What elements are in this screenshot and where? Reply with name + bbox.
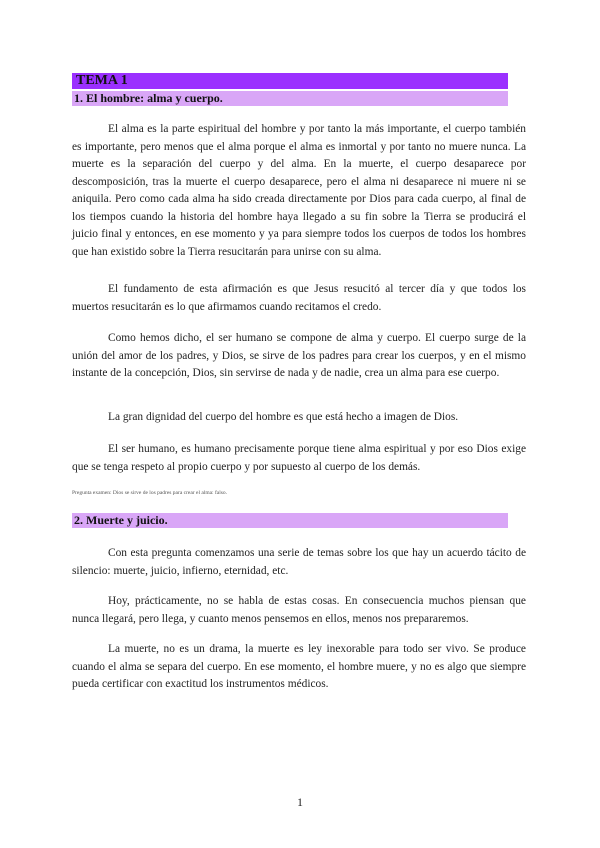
paragraph: La muerte, no es un drama, la muerte es ley inexorable para todo ser vivo. Se produce cuando el alma se separa del cuerpo. En ese momento, el hombre muere, y no es algo que siempre pueda certificar con exactitud los instrumentos médicos. — [72, 643, 526, 690]
exam-note: Pregunta examen: Dios se sirve de los padres para crear el alma: falso. — [72, 490, 228, 496]
paragraph: La gran dignidad del cuerpo del hombre es que está hecho a imagen de Dios. — [108, 411, 459, 423]
paragraph: El ser humano, es humano precisamente porque tiene alma espiritual y por eso Dios exige que se tenga respeto al propio cuerpo y por supuesto al cuerpo de los demás. — [72, 443, 526, 473]
section-1-heading: 1. El hombre: alma y cuerpo. — [72, 91, 508, 106]
paragraph: El alma es la parte espiritual del hombre y por tanto la más importante, el cuerpo también es importante, pero menos que el alma porque el alma es inmortal y por tanto no muere nunca. La muerte es la separación del cuerpo y del alma. En la muerte, el cuerpo desaparece por descomposición, tras la muerte el cuerpo desaparece, pero el alma ni desaparece ni muere ni se aniquila. Pero como cada alma ha sido creada directamente por Dios para cada cuerpo, al final de los tiempos cuando la historia del hombre haya llegado a su fin sobre la Tierra se producirá el juicio final y entonces, en ese momento y ya para siempre todos los cuerpos de todos los hombres que han existido sobre la Tierra resucitarán para unirse con su alma. — [72, 123, 526, 258]
paragraph: Hoy, prácticamente, no se habla de estas cosas. En consecuencia muchos piensan que nunca llegará, pero llega, y cuanto menos pensemos en ellos, menos nos prepararemos. — [72, 595, 526, 625]
section-2-heading: 2. Muerte y juicio. — [72, 513, 508, 528]
paragraph: Con esta pregunta comenzamos una serie de temas sobre los que hay un acuerdo tácito de silencio: muerte, juicio, infierno, eternidad, etc. — [72, 547, 526, 577]
paragraph: Como hemos dicho, el ser humano se compone de alma y cuerpo. El cuerpo surge de la unión del amor de los padres, y Dios, se sirve de los padres para crear los cuerpos, y en el mismo instante de la concepción, Dios, sin servirse de nada y de nadie, crea un alma para ese cuerpo. — [72, 332, 526, 379]
page-number: 1 — [297, 795, 303, 809]
paragraph: El fundamento de esta afirmación es que Jesus resucitó al tercer día y que todos los muertos resucitarán es lo que afirmamos cuando recitamos el credo. — [72, 283, 526, 313]
tema-title: TEMA 1 — [72, 73, 508, 89]
